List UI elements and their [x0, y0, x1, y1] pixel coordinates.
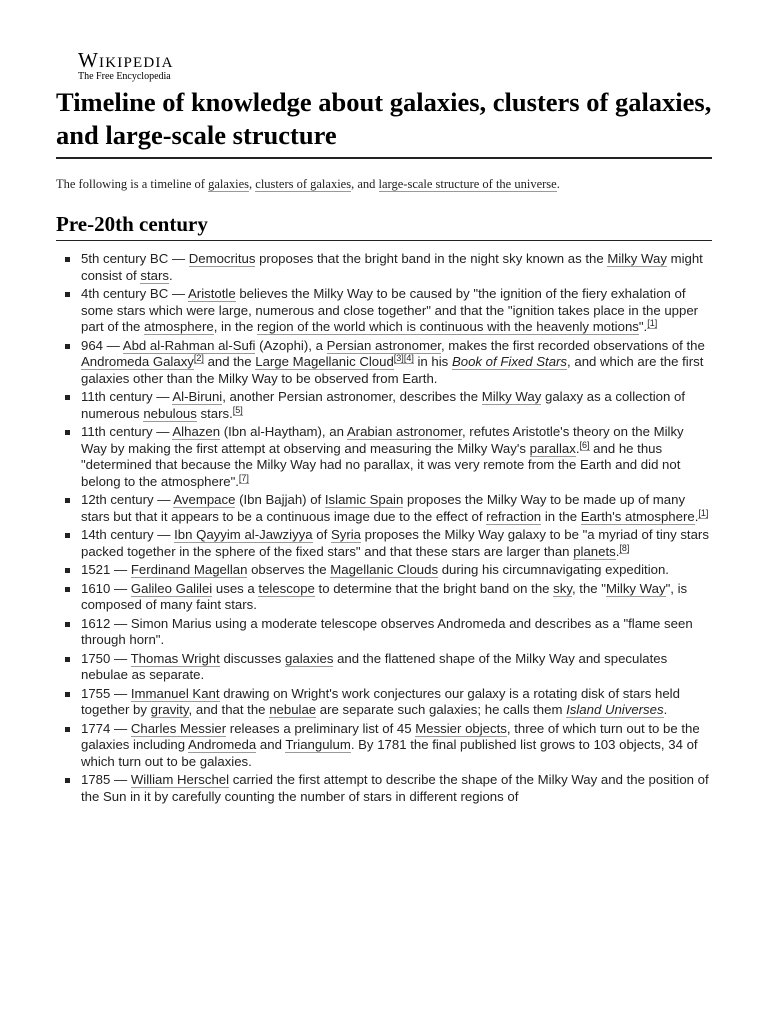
article-link[interactable]: Andromeda	[188, 737, 257, 752]
intro-text: .	[556, 177, 560, 191]
item-text: observes the	[247, 562, 331, 577]
bullet-icon	[65, 657, 70, 662]
intro-text: ,	[249, 177, 256, 191]
item-text: , refutes Aristotle's theory on the Milky Way by making the first attempt at observing and measuring the Milky Way's	[81, 424, 684, 456]
item-text: drawing on Wright's work conjectures our galaxy is a rotating disk of stars held together by	[81, 685, 680, 717]
citation-link[interactable]: [1]	[698, 507, 709, 518]
item-text: .	[575, 440, 580, 456]
article-link[interactable]: planets	[573, 543, 616, 559]
citation-link[interactable]: [7]	[238, 472, 249, 483]
link-clusters-of-galaxies[interactable]: clusters of galaxies	[255, 177, 352, 191]
item-text: and the	[203, 354, 256, 369]
article-link[interactable]: Charles Messier	[130, 720, 227, 736]
item-text: 1774 —	[81, 720, 131, 736]
timeline-item	[0, 562, 713, 579]
citation-ref[interactable]	[619, 543, 629, 554]
timeline-item	[0, 286, 713, 336]
article-link[interactable]: parallax	[529, 440, 576, 456]
citation-ref[interactable]	[580, 440, 590, 451]
bullet-icon	[65, 778, 70, 783]
article-link[interactable]: Milky Way	[607, 251, 667, 266]
bullet-icon	[65, 292, 70, 297]
article-link[interactable]: Aristotle	[188, 286, 236, 301]
bullet-icon	[65, 430, 70, 435]
article-link[interactable]: Andromeda Galaxy	[81, 354, 194, 369]
article-link[interactable]: Immanuel Kant	[130, 685, 220, 701]
citation-link[interactable]: [3]	[393, 353, 404, 363]
item-text: in his	[413, 354, 452, 369]
item-text: are separate such galaxies; he calls them	[316, 702, 567, 717]
article-link[interactable]: Magellanic Clouds	[330, 562, 439, 577]
bullet-icon	[65, 587, 70, 592]
item-text: (Ibn Bajjah) of	[235, 492, 325, 507]
item-text: 1610 —	[81, 580, 131, 596]
timeline-item	[0, 721, 713, 771]
item-text: , the "	[571, 580, 606, 596]
wikipedia-wordmark	[78, 50, 174, 70]
citation-ref[interactable]	[647, 318, 657, 329]
citation-ref[interactable]	[394, 353, 404, 364]
article-link[interactable]: Large Magellanic Cloud	[255, 354, 394, 369]
item-text: 1612 — Simon Marius using a moderate telescope observes Andromeda and describes as a "flame seen through horn".	[81, 615, 693, 647]
page-title: Timeline of knowledge about galaxies, clusters of galaxies, and large-scale structure	[56, 86, 712, 159]
item-text: 11th century —	[81, 389, 173, 404]
timeline-item	[0, 338, 713, 388]
item-text: ".	[638, 319, 648, 334]
item-text: stars.	[196, 405, 233, 421]
citation-link[interactable]: [6]	[579, 439, 590, 450]
article-link[interactable]: region of the world which is continuous with the heavenly motions	[256, 319, 639, 334]
item-text: 5th century BC —	[81, 251, 189, 266]
wikipedia-tagline: The Free Encyclopedia	[78, 71, 171, 82]
article-link[interactable]: Alhazen	[172, 424, 221, 439]
article-link[interactable]: Messier objects	[415, 720, 507, 736]
article-link[interactable]: Milky Way	[481, 389, 542, 404]
item-text: 12th century —	[81, 492, 174, 507]
item-text: uses a	[212, 580, 259, 596]
item-text: and	[256, 737, 286, 752]
timeline-item	[0, 251, 713, 284]
intro-paragraph	[56, 176, 716, 193]
item-text: 964 —	[81, 337, 123, 353]
citation-ref[interactable]	[239, 473, 249, 484]
intro-text: The following is a timeline of	[56, 177, 209, 191]
timeline-item	[0, 492, 713, 525]
article-link[interactable]: sky	[553, 580, 572, 596]
article-link[interactable]: Galileo Galilei	[130, 580, 213, 596]
timeline-item	[0, 616, 713, 649]
item-text: of	[312, 527, 331, 542]
timeline-item	[0, 527, 713, 560]
article-link[interactable]: Ferdinand Magellan	[130, 562, 248, 577]
item-text: believes the Milky Way to be caused by "the ignition of the fiery exhalation of some stars which were large, numerous and close together" and that the "ignition takes place in the upper part of the	[81, 286, 699, 334]
bullet-icon	[65, 622, 70, 627]
article-link[interactable]: telescope	[258, 580, 315, 596]
timeline-list	[0, 251, 768, 807]
article-link[interactable]: Ibn Qayyim al-Jawziyya	[174, 527, 313, 542]
timeline-item	[0, 686, 713, 719]
item-text: .	[694, 508, 699, 524]
wordmark-text: Wikipedia	[78, 48, 174, 72]
article-link[interactable]: Earth's atmosphere	[580, 508, 695, 524]
item-text: , in the	[213, 319, 257, 334]
article-link[interactable]: stars	[140, 267, 169, 283]
article-link[interactable]: Island Universes	[566, 702, 664, 717]
item-text: proposes the Milky Way galaxy to be "a myriad of tiny stars packed together in the sphere of the fixed stars" and that these stars are larger than	[81, 527, 709, 559]
link-large-scale-structure[interactable]: large-scale structure of the universe	[378, 177, 557, 191]
article-link[interactable]: Triangulum	[285, 737, 351, 752]
article-link[interactable]: atmosphere	[144, 319, 214, 334]
item-text: galaxy as a collection of numerous	[81, 389, 686, 421]
article-link[interactable]: Thomas Wright	[130, 650, 220, 666]
citation-ref[interactable]	[404, 353, 414, 364]
citation-link[interactable]: [4]	[403, 353, 414, 363]
timeline-item	[0, 772, 713, 805]
citation-link[interactable]: [2]	[193, 353, 204, 363]
citation-ref[interactable]	[233, 405, 243, 416]
item-text: carried the first attempt to describe the shape of the Milky Way and the position of the Sun in it by carefully counting the number of stars in different regions of	[81, 772, 709, 804]
article-link[interactable]: Democritus	[188, 251, 256, 266]
item-text: , and which are the first galaxies other than the Milky Way to be observed from Earth.	[81, 354, 704, 386]
timeline-item	[0, 581, 713, 614]
item-text: discusses	[219, 650, 286, 666]
bullet-icon	[65, 692, 70, 697]
article-link[interactable]: refraction	[486, 508, 542, 524]
item-text: 1785 —	[81, 772, 131, 787]
item-text: might consist of	[81, 251, 703, 283]
citation-ref[interactable]	[194, 353, 204, 364]
item-text: . By 1781 the final published list grows to 103 objects, 34 of which turn out to be galaxies.	[81, 737, 698, 769]
bullet-icon	[65, 395, 70, 400]
item-text: 1521 —	[81, 562, 131, 577]
item-text: 14th century —	[81, 527, 175, 542]
item-text: to determine that the bright band on the	[314, 580, 554, 596]
item-text: .	[663, 702, 668, 717]
item-text: 4th century BC —	[81, 286, 189, 301]
item-text: 11th century —	[81, 424, 173, 439]
article-link[interactable]: Abd al-Rahman al-Sufi	[122, 337, 256, 353]
timeline-item	[0, 424, 713, 490]
bullet-icon	[65, 533, 70, 538]
article-link[interactable]: gravity	[150, 702, 189, 717]
article-link[interactable]: Avempace	[173, 492, 236, 507]
item-text: proposes the Milky Way to be made up of many stars but that it appears to be a continuous image due to the effect of	[81, 492, 686, 524]
article-link[interactable]: nebulous	[143, 405, 197, 421]
article-link[interactable]: Islamic Spain	[324, 492, 404, 507]
bullet-icon	[65, 568, 70, 573]
item-text: in the	[541, 508, 581, 524]
citation-link[interactable]: [8]	[619, 542, 630, 553]
bullet-icon	[65, 498, 70, 503]
item-text: and he thus "determined that because the Milky Way had no parallax, it was very remote from the Earth and did not belong to the atmosphere".	[81, 440, 681, 489]
wikipedia-logo[interactable]	[78, 50, 174, 83]
article-link[interactable]: Arabian astronomer	[346, 424, 462, 439]
item-text: (Ibn al-Haytham), an	[220, 424, 347, 439]
bullet-icon	[65, 257, 70, 262]
article-link[interactable]: Book of Fixed Stars	[451, 354, 568, 369]
item-text: releases a preliminary list of 45	[226, 720, 416, 736]
article-link[interactable]: galaxies	[285, 650, 334, 666]
item-text: 1755 —	[81, 685, 131, 701]
section-heading: Pre-20th century	[56, 211, 712, 241]
item-text: .	[615, 543, 620, 559]
bullet-icon	[65, 727, 70, 732]
timeline-item	[0, 651, 713, 684]
article-link[interactable]: Persian astronomer	[326, 337, 441, 353]
item-text: 1750 —	[81, 650, 131, 666]
article-link[interactable]: William Herschel	[130, 772, 230, 787]
item-text: , another Persian astronomer, describes the	[222, 389, 482, 404]
citation-link[interactable]: [1]	[647, 318, 658, 328]
citation-link[interactable]: [5]	[232, 404, 243, 415]
item-text: ", is composed of many faint stars.	[81, 580, 688, 612]
item-text: .	[168, 267, 173, 283]
bullet-icon	[65, 344, 70, 349]
citation-ref[interactable]	[698, 508, 708, 519]
link-galaxies[interactable]: galaxies	[208, 177, 250, 191]
item-text: (Azophi), a	[255, 337, 327, 353]
article-link[interactable]: Milky Way	[605, 580, 666, 596]
item-text: , and that the	[188, 702, 270, 717]
timeline-item	[0, 389, 713, 422]
item-text: and the flattened shape of the Milky Way and speculates nebulae as separate.	[81, 650, 668, 682]
intro-text: , and	[351, 177, 379, 191]
item-text: during his circumnavigating expedition.	[438, 562, 669, 577]
article-link[interactable]: nebulae	[269, 702, 317, 717]
item-text: , three of which turn out to be the galaxies including	[81, 720, 700, 752]
article-link[interactable]: Syria	[330, 527, 361, 542]
item-text: proposes that the bright band in the night sky known as the	[255, 251, 608, 266]
article-link[interactable]: Al-Biruni	[172, 389, 223, 404]
item-text: , makes the first recorded observations of the	[440, 337, 705, 353]
